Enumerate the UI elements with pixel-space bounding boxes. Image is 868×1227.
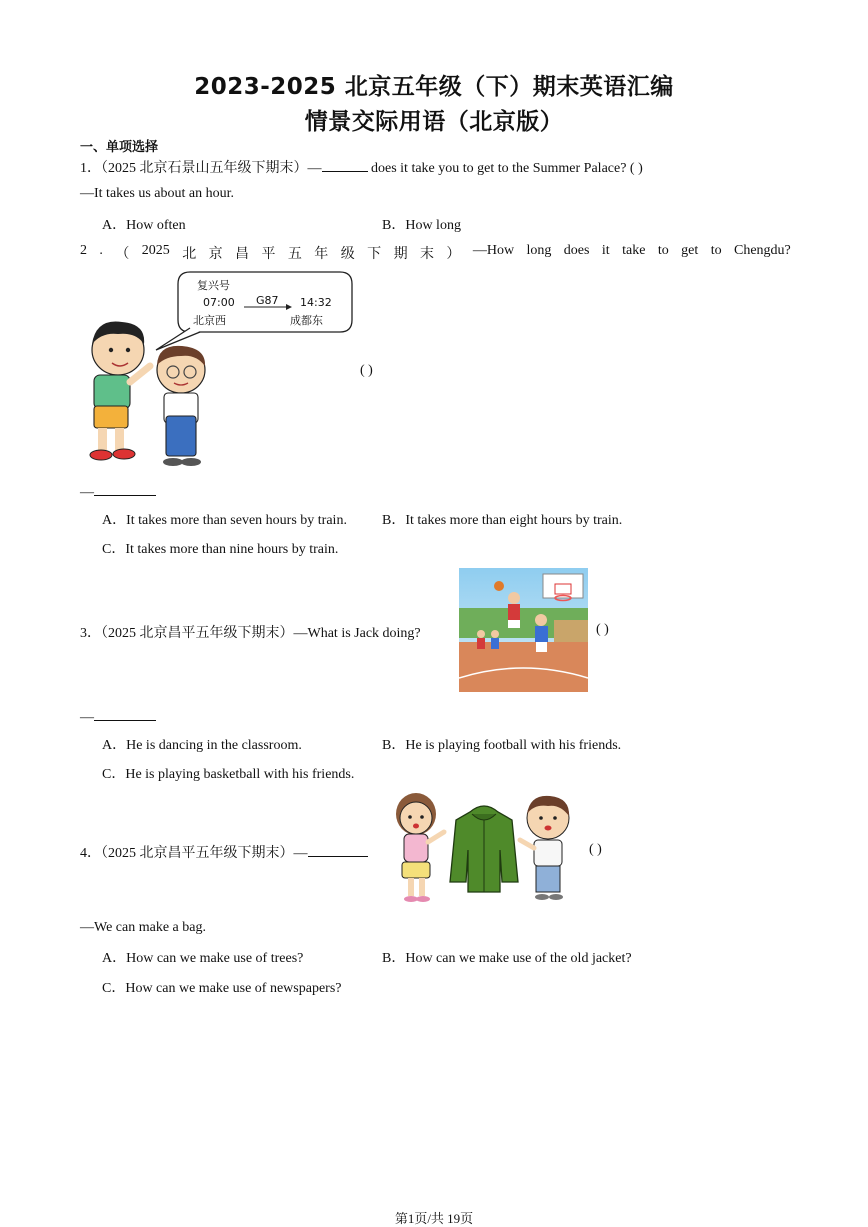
q3-basketball-image [459,568,588,692]
q2-reply-dash: — [80,485,94,500]
q2-word: 级 [340,247,355,262]
q4-option-a[interactable]: A．How can we make use of trees? [102,951,304,966]
q4-option-c[interactable]: C．How can we make use of newspapers? [102,981,342,996]
q2-word: 平 [261,247,276,262]
ticket-to-station: 成都东 [290,314,323,327]
q2-word: 五 [287,247,302,262]
page-footer: 第1页/共 19页 [394,1211,474,1226]
page-title: 2023-2025 北京五年级（下）期末英语汇编 [194,74,674,100]
q2-option-a[interactable]: A．It takes more than seven hours by train. [102,513,347,528]
q4-answer-paren: ( ) [589,842,602,857]
q2-word: 2 [80,243,87,258]
q2-word: take [622,243,646,258]
ticket-depart-time: 07:00 [203,296,235,309]
q2-word: 期 [393,247,408,262]
q2-word: long [526,243,552,258]
q2-word: 北 [182,247,197,262]
ticket-arrive-time: 14:32 [300,296,332,309]
q2-word: 昌 [235,247,250,262]
q2-word: 下 [367,247,382,262]
q2-word: （ [115,247,130,262]
q2-option-c[interactable]: C．It takes more than nine hours by train. [102,542,339,557]
q2-word: . [99,243,103,258]
q2-stem [80,243,791,263]
q3-reply-dash: — [80,710,94,725]
ticket-train-name: 复兴号 [197,279,230,292]
q1-option-a[interactable]: A．How often [102,218,186,233]
q1-reply: —It takes us about an hour. [80,186,234,201]
section-heading: 一、单项选择 [80,140,159,155]
q2-word: Chengdu? [734,243,791,258]
q2-word: 末 [419,247,434,262]
q2-word: to [657,243,669,258]
q4-answer-blank [308,843,368,857]
q4-option-b[interactable]: B．How can we make use of the old jacket? [382,951,632,966]
q2-word: 年 [314,247,329,262]
page-subtitle: 情景交际用语（北京版） [304,109,564,135]
q3-reply [80,707,156,726]
q3-reply-blank [94,707,156,721]
q3-stem: 3．（2025 北京昌平五年级下期末）—What is Jack doing? [80,626,421,641]
q3-answer-paren: ( ) [596,622,609,637]
question-1 [80,157,643,177]
q3-option-b[interactable]: B．He is playing football with his friends. [382,738,622,753]
q4-stem-line [80,842,368,862]
ticket-train-number: G87 [256,294,279,307]
q2-word: ） [446,247,461,262]
q2-word: 2025 [141,243,170,258]
kids-old-jacket-image [388,790,583,908]
q2-word: 京 [208,247,223,262]
q1-source: 1．（2025 北京石景山五年级下期末）— [80,161,322,176]
q2-answer-paren: ( ) [360,363,373,378]
q4-reply: —We can make a bag. [80,920,206,935]
q2-word: to [710,243,722,258]
q2-word: get [681,243,699,258]
q3-option-c[interactable]: C．He is playing basketball with his friends. [102,767,355,782]
basketball-scene-image [459,568,588,692]
q2-reply [80,482,156,501]
q2-reply-blank [94,482,156,496]
q4-jacket-image [388,790,583,908]
q2-option-b[interactable]: B．It takes more than eight hours by train. [382,513,623,528]
q4-stem: 4．（2025 北京昌平五年级下期末）— [80,846,308,861]
q2-word: does [563,243,590,258]
q2-word: it [601,243,610,258]
q3-option-a[interactable]: A．He is dancing in the classroom. [102,738,302,753]
q1-stem: does it take you to get to the Summer Palace? ( ) [367,161,643,176]
q2-word: —How [472,243,515,258]
ticket-from-station: 北京西 [193,314,226,327]
q2-illustration [78,270,358,470]
q1-answer-blank [322,158,368,172]
q1-option-b[interactable]: B．How long [382,218,461,233]
